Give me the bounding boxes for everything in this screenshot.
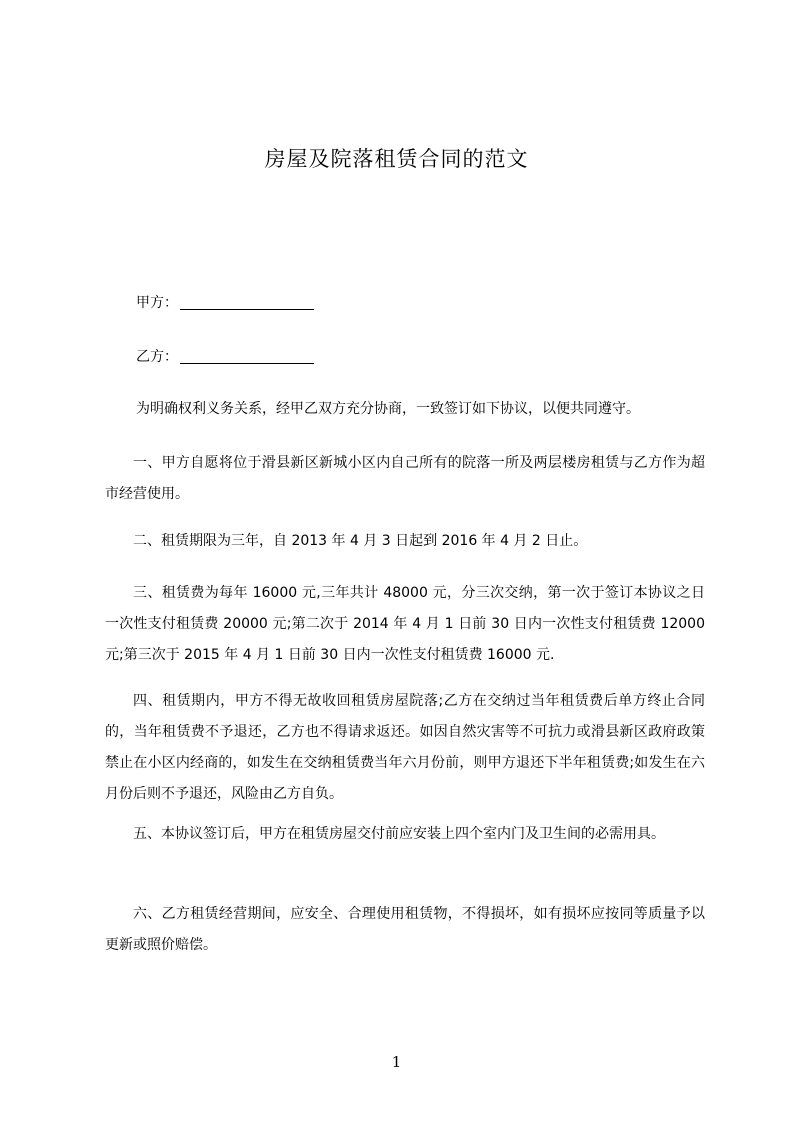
party-b-line: [136, 346, 314, 366]
clause-5: 五、本协议签订后，甲方在租赁房屋交付前应安装上四个室内门及卫生间的必需用具。: [133, 826, 665, 842]
clause-3: 三、租赁费为每年 16000 元,三年共计 48000 元，分三次交纳，第一次于签订本协议之日一次性支付租赁费 20000 元;第二次于 2014 年 4 月 1 日前 30 日内一次性支付租赁费 12000 元;第三次于 2015 年 4 月 1 日前 30 日内一次性支付租赁费 16000 元.: [105, 585, 705, 663]
party-a-label: 甲方：: [136, 295, 178, 311]
clause-4: 四、租赁期内，甲方不得无故收回租赁房屋院落;乙方在交纳过当年租赁费后单方终止合同的，当年租赁费不予退还，乙方也不得请求返还。如因自然灾害等不可抗力或滑县新区政府政策禁止在小区内经商的，如发生在交纳租赁费当年六月份前，则甲方退还下半年租赁费;如发生在六月份后则不予退还，风险由乙方自负。: [105, 693, 705, 802]
party-a-blank: [180, 295, 314, 310]
document-title: 房屋及院落租赁合同的范文: [264, 147, 529, 171]
page-number: 1: [391, 1053, 402, 1071]
clause-6: 六、乙方租赁经营期间，应安全、合理使用租赁物，不得损坏，如有损坏应按同等质量予以更新或照价赔偿。: [105, 906, 705, 953]
clause-2: 二、租赁期限为三年，自 2013 年 4 月 3 日起到 2016 年 4 月 2 日止。: [133, 533, 588, 549]
party-b-label: 乙方：: [136, 349, 178, 365]
party-b-blank: [180, 349, 314, 364]
clause-1: 一、甲方自愿将位于滑县新区新城小区内自己所有的院落一所及两层楼房租赁与乙方作为超市经营使用。: [105, 455, 705, 502]
intro-paragraph: 为明确权利义务关系，经甲乙双方充分协商，一致签订如下协议，以便共同遵守。: [136, 401, 640, 417]
party-a-line: [136, 292, 314, 312]
